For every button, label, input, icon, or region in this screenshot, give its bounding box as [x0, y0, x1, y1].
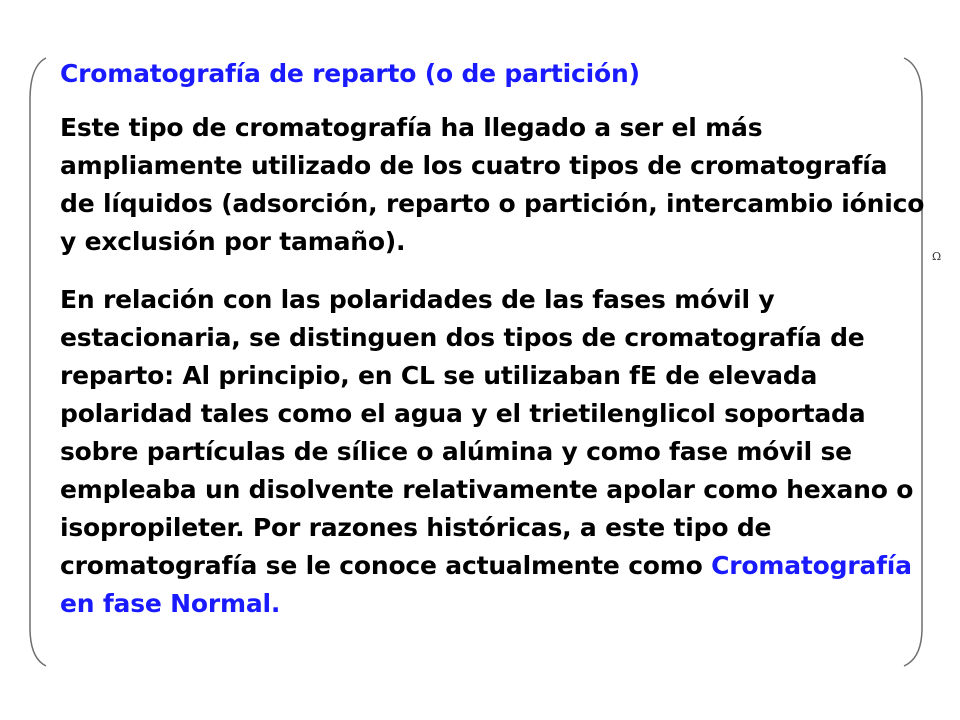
left-bracket: [30, 58, 46, 666]
side-glyph: Ω: [932, 250, 942, 263]
paragraph-details: [60, 281, 930, 623]
normal-phase-term: Cromatografía en fase Normal.: [60, 551, 912, 619]
paragraph-details-text: En relación con las polaridades de las fases móvil y estacionaria, se distinguen dos tipos de cromatografía de reparto: Al principio, en CL se utilizaban fE de elevada polaridad tales como el agua y el trietilenglicol soportada sobre partículas de sílice o alúmina y como fase móvil se empleaba un disolvente relativamente apolar como hexano o isopropileter. Por razones históricas, a este tipo de cromatografía se le conoce actualmente como: [60, 285, 914, 581]
slide-heading: Cromatografía de reparto (o de partición): [60, 59, 640, 88]
paragraph-intro: Este tipo de cromatografía ha llegado a ser el más ampliamente utilizado de los cuatro tipos de cromatografía de líquidos (adsorción, reparto o partición, intercambio iónico y exclusión por tamaño).: [60, 113, 925, 257]
slide-content: [60, 58, 930, 643]
